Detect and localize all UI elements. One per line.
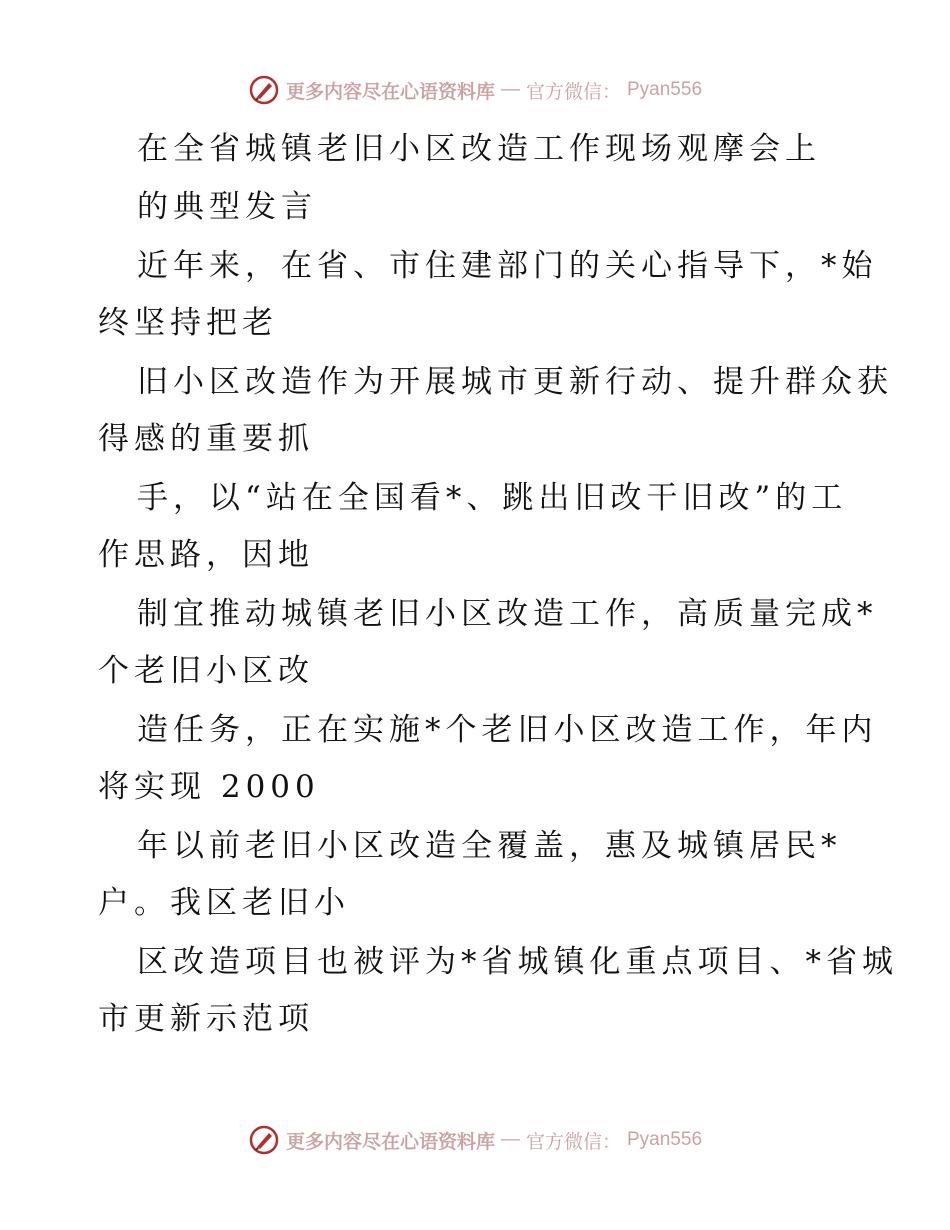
paragraph-line: 年以前老旧小区改造全覆盖，惠及城镇居民* [137,828,842,864]
watermark-wechat-id: Pyan556 [627,79,703,100]
watermark-official-label: 官方微信： [525,80,621,103]
paragraph-line: 将实现 2000 [98,769,320,805]
watermark-dash: — [500,79,520,100]
header-watermark [0,70,950,110]
paragraph-line: 作思路，因地 [98,537,314,573]
paragraph-line: 得感的重要抓 [98,421,314,457]
document-title-line-1: 在全省城镇老旧小区改造工作现场观摩会上 [137,131,821,167]
paragraph-line: 户。我区老旧小 [98,885,350,921]
paragraph-line: 市更新示范项 [98,1001,314,1037]
pen-logo-icon [248,1124,280,1156]
watermark-official-label: 官方微信： [525,1130,621,1153]
watermark-brand: 更多内容尽在心语资料库 [285,1130,495,1153]
paragraph-line: 手，以“站在全国看*、跳出旧改干旧改”的工 [137,480,848,516]
paragraph-line: 终坚持把老 [98,305,278,341]
pen-logo-icon [248,74,280,106]
paragraph-line: 旧小区改造作为开展城市更新行动、提升群众获 [137,364,893,400]
watermark-dash: — [500,1129,520,1150]
watermark-wechat-id: Pyan556 [627,1129,703,1150]
paragraph-line: 制宜推动城镇老旧小区改造工作，高质量完成* [137,596,878,632]
paragraph-line: 区改造项目也被评为*省城镇化重点项目、*省城 [137,944,898,980]
watermark-brand: 更多内容尽在心语资料库 [285,80,495,103]
paragraph-line: 个老旧小区改 [98,653,314,689]
document-title-line-2: 的典型发言 [137,189,317,225]
paragraph-line: 近年来，在省、市住建部门的关心指导下，*始 [137,248,878,284]
paragraph-line: 造任务，正在实施*个老旧小区改造工作，年内 [137,712,878,748]
footer-watermark [0,1120,950,1160]
